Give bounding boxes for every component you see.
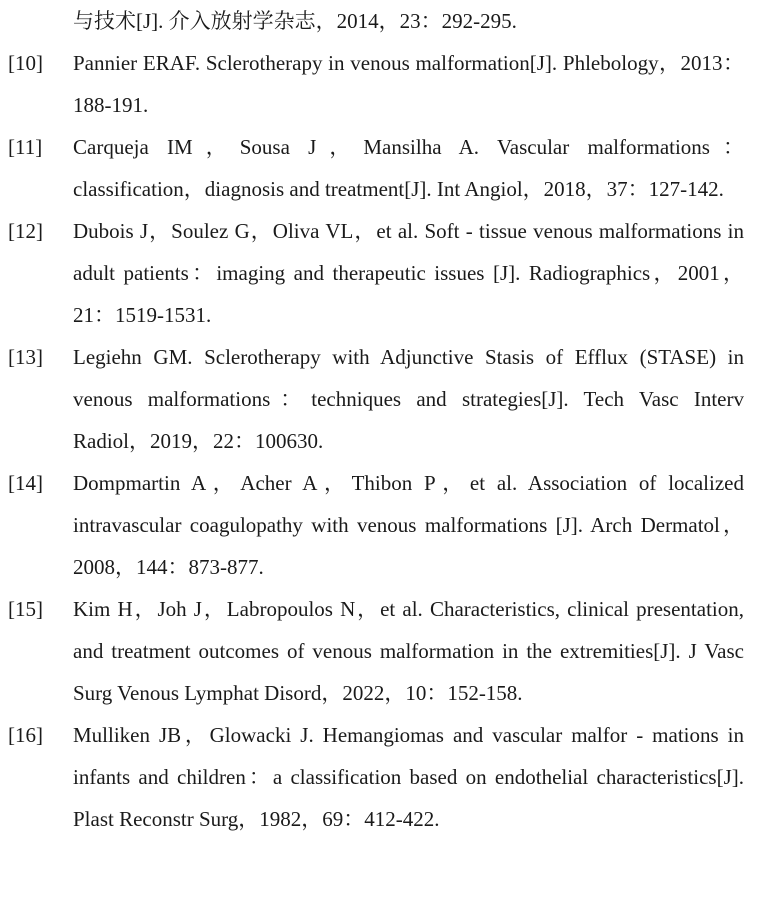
reference-14 bbox=[0, 462, 758, 588]
reference-number: [11] bbox=[8, 135, 43, 159]
reference-number: [14] bbox=[8, 471, 43, 495]
reference-continuation bbox=[0, 0, 758, 42]
reference-number: [15] bbox=[8, 597, 43, 621]
reference-15 bbox=[0, 588, 758, 714]
reference-text: 与技术[J]. 介入放射学杂志，2014，23：292-295. bbox=[73, 9, 517, 33]
reference-text: Dompmartin A，Acher A，Thibon P，et al. Association of localized intravascular coagulopathy with venous malformations [J]. Arch Dermatol，2008，144：873-877. bbox=[73, 471, 744, 579]
reference-number: [12] bbox=[8, 219, 43, 243]
reference-text: Mulliken JB，Glowacki J. Hemangiomas and vascular malfor - mations in infants and children：a classification based on endothelial characteristics[J]. Plast Reconstr Surg，1982，69：412-422. bbox=[73, 723, 744, 831]
reference-12 bbox=[0, 210, 758, 336]
reference-text: Legiehn GM. Sclerotherapy with Adjunctive Stasis of Efflux (STASE) in venous malformations：techniques and strategies[J]. Tech Vasc Interv Radiol，2019，22：100630. bbox=[73, 345, 744, 453]
reference-text: Carqueja IM，Sousa J，Mansilha A. Vascular malformations：classification，diagnosis and treatment[J]. Int Angiol，2018，37：127-142. bbox=[73, 135, 744, 201]
reference-11 bbox=[0, 126, 758, 210]
reference-number: [10] bbox=[8, 51, 43, 75]
reference-text: Kim H，Joh J，Labropoulos N，et al. Characteristics, clinical presentation, and treatment outcomes of venous malformation in the extremities[J]. J Vasc Surg Venous Lymphat Disord，2022，10：152-158. bbox=[73, 597, 744, 705]
reference-13 bbox=[0, 336, 758, 462]
reference-number: [16] bbox=[8, 723, 43, 747]
reference-16 bbox=[0, 714, 758, 840]
reference-text: Dubois J，Soulez G，Oliva VL，et al. Soft - tissue venous malformations in adult patients：imaging and therapeutic issues [J]. Radiographics，2001，21：1519-1531. bbox=[73, 219, 744, 327]
reference-number: [13] bbox=[8, 345, 43, 369]
reference-10 bbox=[0, 42, 758, 126]
reference-text: Pannier ERAF. Sclerotherapy in venous malformation[J]. Phlebology，2013：188-191. bbox=[73, 51, 744, 117]
